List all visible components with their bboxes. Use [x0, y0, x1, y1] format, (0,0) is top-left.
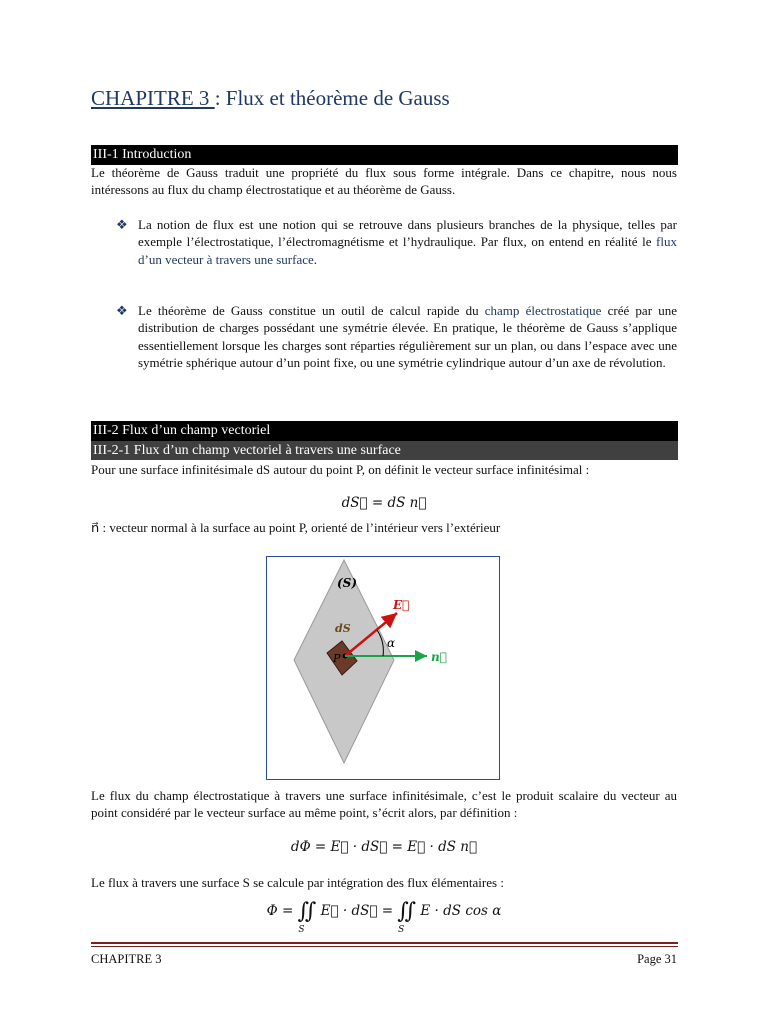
- n-label: n⃗: [431, 650, 447, 664]
- surface-label: (S): [337, 576, 358, 590]
- section-heading-intro: III-1 Introduction: [91, 145, 678, 165]
- chapter-label: CHAPITRE 3: [91, 86, 215, 110]
- footer-rule-thin: [91, 946, 678, 947]
- equation-phi: Φ = ∬ S E⃗ · dS⃗ = ∬ S E · dS cos α: [266, 899, 502, 935]
- ds-label: dS: [335, 622, 351, 635]
- bullet-gauss: ❖ Le théorème de Gauss constitue un outil de calcul rapide du champ électrostatique créé par une distribution de charges possédant une symétrie élevée. En pratique, le théorème de Gauss s’applique essentiellement lorsque les charges sont réparties régulièrement sur un plan, ou dans l’espace avec une symétrie sphérique autour d’un point fixe, ou une symétrie cylindrique autour d’un axe de révolution.: [116, 303, 677, 370]
- flux-integral-paragraph: Le flux à travers une surface S se calcule par intégration des flux élémentaires :: [91, 875, 504, 890]
- integral-subscript-1: S: [298, 925, 305, 935]
- diamond-bullet-icon: ❖: [116, 303, 128, 318]
- chapter-title: : Flux et théorème de Gauss: [214, 86, 450, 110]
- surface-paragraph: Pour une surface infinitésimale dS autour du point P, on définit le vecteur surface infinitésimal :: [91, 462, 590, 477]
- bullet-flux: ❖ La notion de flux est une notion qui se retrouve dans plusieurs branches de la physique, telles par exemple l’électrostatique, l’électromagnétisme et l’hydraulique. Par flux, on entend en réalité le flux d’un vecteur à travers une surface.: [116, 217, 677, 267]
- e-label: E⃗: [393, 598, 410, 612]
- flux-element-paragraph: Le flux du champ électrostatique à travers une surface infinitésimale, c’est le produit scalaire du vecteur au point considéré par le vecteur surface au même point, s’écrit alors, par définition :: [91, 788, 677, 821]
- page-title: [91, 86, 450, 111]
- surface-figure: [266, 556, 500, 780]
- intro-paragraph: Le théorème de Gauss traduit une propriété du flux sous forme intégrale. Dans ce chapitre, nous nous intéressons au flux du champ électrostatique et au théorème de Gauss.: [91, 165, 677, 198]
- flux-highlight: flux d’un vecteur à travers une surface: [138, 234, 677, 267]
- section-heading-flux: III-2 Flux d’un champ vectoriel: [91, 421, 678, 441]
- footer-rule: [91, 942, 678, 944]
- equation-dS: dS⃗ = dS n⃗: [341, 495, 427, 511]
- p-label: P: [333, 652, 341, 665]
- footer-page-number: Page 31: [637, 952, 677, 966]
- integral-subscript-2: S: [398, 925, 405, 935]
- champ-highlight: champ électrostatique: [484, 303, 602, 318]
- equation-dphi: dΦ = E⃗ · dS⃗ = E⃗ · dS n⃗: [290, 839, 478, 855]
- subsection-heading-flux-surface: III-2-1 Flux d’un champ vectoriel à travers une surface: [91, 441, 678, 460]
- diamond-bullet-icon: ❖: [116, 217, 128, 232]
- alpha-label: α: [387, 636, 396, 650]
- flux-diagram: [267, 557, 498, 778]
- footer-chapter: CHAPITRE 3: [91, 952, 162, 966]
- normal-definition: n⃗ : vecteur normal à la surface au point P, orienté de l’intérieur vers l’extérieur: [91, 520, 501, 535]
